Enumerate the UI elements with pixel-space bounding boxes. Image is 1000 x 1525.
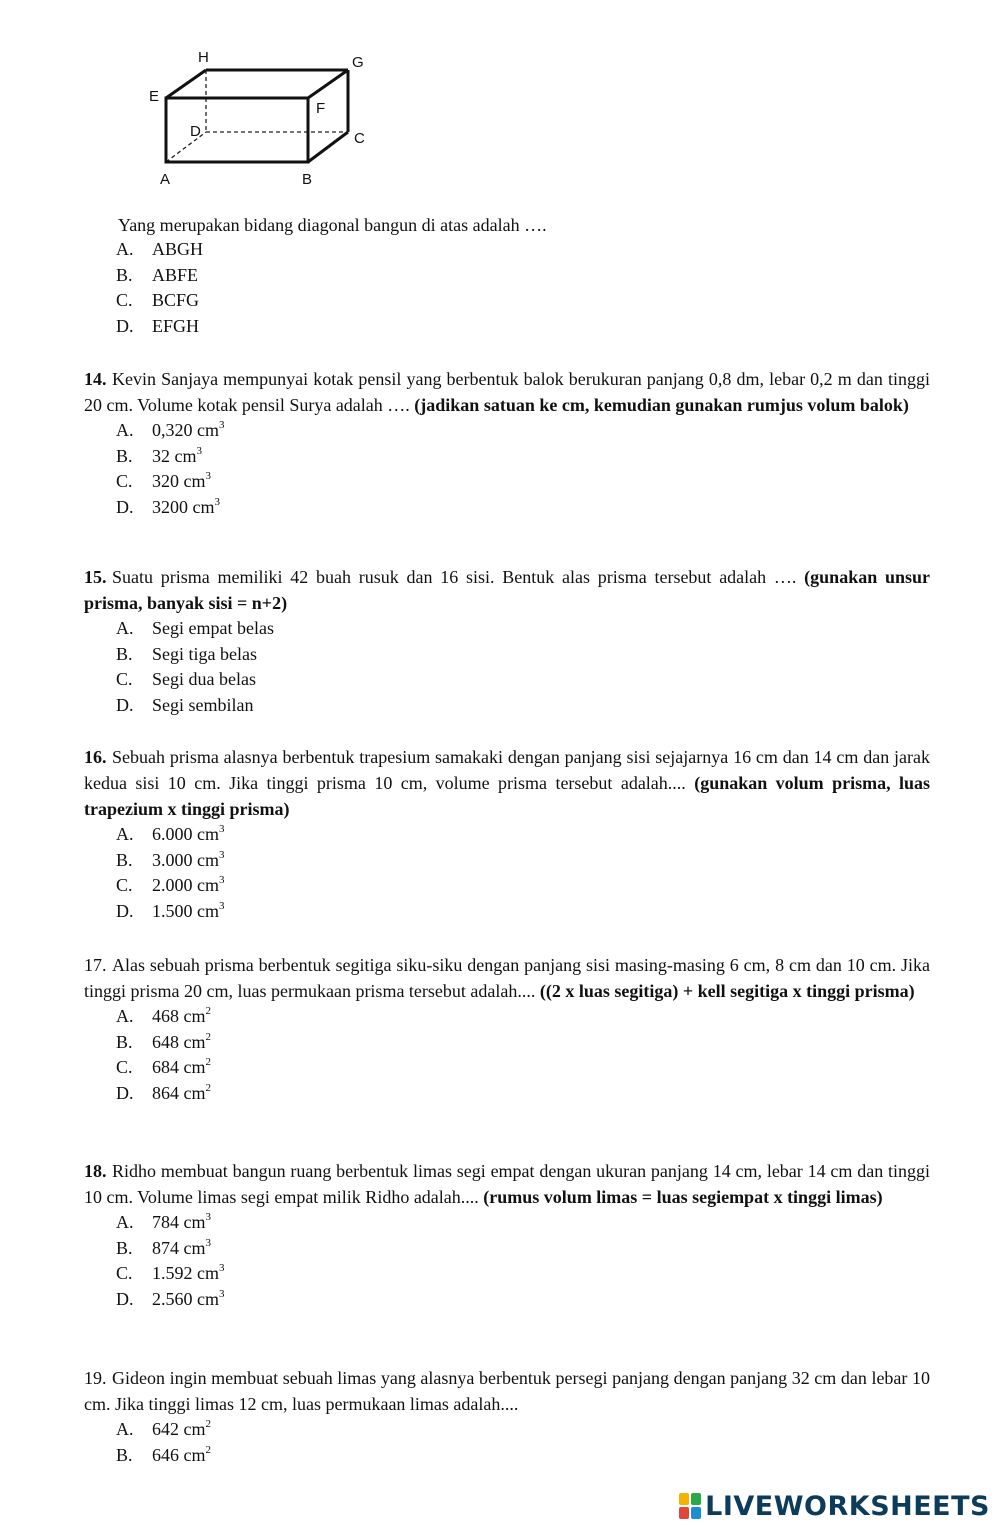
q19-stem — [84, 1365, 930, 1417]
q16-number: 16. — [84, 747, 107, 767]
logo-mark-icon — [679, 1493, 701, 1519]
question-14 — [84, 366, 930, 521]
liveworksheets-logo — [679, 1488, 990, 1524]
q13-prompt: Yang merupakan bidang diagonal bangun di atas adalah …. — [118, 215, 547, 235]
q15-number: 15. — [84, 567, 107, 587]
q19-option-a[interactable]: A. 642 $cm^2$ — [116, 1418, 211, 1439]
q17-hint: ((2 x luas segitiga) + kell segitiga x tinggi prisma) — [539, 981, 915, 1001]
q18-option-b[interactable]: B. 874 $cm^3$ — [116, 1236, 211, 1258]
q18-options — [84, 1210, 930, 1313]
q16-option-c[interactable]: C. 2.000 $cm^3$ — [116, 874, 225, 896]
q14-text: Kevin Sanjaya mempunyai kotak pensil yang berbentuk balok berukuran panjang 0,8 dm, lebar 0,2 m dan tinggi 20 cm. Volume kotak pensil Surya adalah …. — [84, 369, 930, 415]
question-18 — [84, 1158, 930, 1313]
q17-text: Alas sebuah prisma berbentuk segitiga siku-siku dengan panjang sisi masing-masing 6 cm, 8 cm dan 10 cm. Jika tinggi prisma 20 cm, luas permukaan prisma tersebut adalah.... — [84, 955, 930, 1001]
q17-number: 17. — [84, 955, 107, 975]
q18-option-c[interactable]: C. 1.592 $cm^3$ — [116, 1262, 225, 1284]
q18-option-d[interactable]: D. 2.560 $cm^3$ — [116, 1288, 225, 1310]
vertex-label-C: C — [354, 130, 365, 147]
q14-stem — [84, 366, 930, 418]
q15-hint: (gunakan unsur prisma, banyak sisi = n+2) — [84, 567, 930, 613]
q14-option-d[interactable]: D. 3200 $cm^3$ — [116, 496, 220, 518]
q17-option-c[interactable]: C. 684 $cm^2$ — [116, 1056, 211, 1078]
q16-options — [84, 822, 930, 925]
q16-stem — [84, 744, 930, 822]
q15-option-c[interactable]: C. Segi dua belas — [116, 669, 256, 690]
q14-option-b[interactable]: B. 32 $cm^3$ — [116, 444, 202, 466]
logo-square-3 — [679, 1507, 689, 1519]
q16-option-d[interactable]: D. 1.500 $cm^3$ — [116, 900, 225, 922]
q19-options — [84, 1417, 930, 1468]
q18-hint: (rumus volum limas = luas segiempat x tinggi limas) — [483, 1187, 883, 1207]
question-19 — [84, 1365, 930, 1468]
edge-EH — [166, 70, 206, 98]
q14-option-a[interactable]: A. 0,320 $cm^3$ — [116, 419, 225, 440]
q17-options — [84, 1004, 930, 1107]
q15-options — [84, 616, 930, 719]
q15-stem — [84, 564, 930, 616]
vertex-label-A: A — [160, 171, 171, 188]
vertex-label-D: D — [190, 123, 201, 140]
vertex-label-G: G — [352, 54, 364, 71]
q17-option-d[interactable]: D. 864 $cm^2$ — [116, 1082, 211, 1104]
q18-number: 18. — [84, 1161, 107, 1181]
q16-option-a[interactable]: A. 6.000 $cm^3$ — [116, 823, 225, 844]
vertex-label-E: E — [149, 88, 160, 105]
q19-text: Gideon ingin membuat sebuah limas yang alasnya berbentuk persegi panjang dengan panjang 32 cm dan lebar 10 cm. Jika tinggi limas 12 cm, luas permukaan limas adalah.... — [84, 1368, 930, 1414]
q18-stem — [84, 1158, 930, 1210]
vertex-label-F: F — [316, 100, 326, 117]
q19-option-b[interactable]: B. 646 $cm^2$ — [116, 1443, 211, 1465]
edge-BC — [308, 132, 348, 162]
logo-wordmark: LIVEWORKSHEETS — [705, 1490, 990, 1522]
q17-option-a[interactable]: A. 468 $cm^2$ — [116, 1005, 211, 1026]
q17-option-b[interactable]: B. 648 $cm^2$ — [116, 1030, 211, 1052]
q15-option-d[interactable]: D. Segi sembilan — [116, 695, 254, 716]
q13-option-d[interactable]: D. EFGH — [116, 316, 200, 337]
front-face-ABFE — [166, 98, 308, 162]
q13-option-c[interactable]: C. BCFG — [116, 290, 200, 311]
q14-option-c[interactable]: C. 320 $cm^3$ — [116, 470, 211, 492]
logo-square-2 — [691, 1493, 701, 1505]
q15-option-a[interactable]: A. Segi empat belas — [116, 618, 274, 638]
question-17 — [84, 952, 930, 1107]
logo-square-4 — [691, 1507, 701, 1519]
logo-square-1 — [679, 1493, 689, 1505]
q13-option-b[interactable]: B. ABFE — [116, 264, 199, 285]
question-15 — [84, 564, 930, 719]
q15-option-b[interactable]: B. Segi tiga belas — [116, 643, 257, 664]
edge-FG — [308, 70, 348, 98]
cuboid-figure — [140, 40, 380, 200]
q16-text: Sebuah prisma alasnya berbentuk trapesium samakaki dengan panjang sisi sejajarnya 16 cm dan 14 cm dan jarak kedua sisi 10 cm. Jika tinggi prisma 10 cm, volume prisma tersebut adalah.... — [84, 747, 930, 793]
q13-options — [116, 237, 203, 340]
vertex-label-H: H — [198, 49, 209, 66]
q17-stem — [84, 952, 930, 1004]
question-16 — [84, 744, 930, 925]
vertex-label-B: B — [302, 171, 313, 188]
q14-number: 14. — [84, 369, 107, 389]
q15-text: Suatu prisma memiliki 42 buah rusuk dan 16 sisi. Bentuk alas prisma tersebut adalah …. — [112, 567, 805, 587]
q16-hint: (gunakan volum prisma, luas trapezium x tinggi prisma) — [84, 773, 931, 819]
q19-number: 19. — [84, 1368, 107, 1388]
q13-option-a[interactable]: A. ABGH — [116, 239, 204, 259]
q16-option-b[interactable]: B. 3.000 $cm^3$ — [116, 848, 225, 870]
q14-hint: (jadikan satuan ke cm, kemudian gunakan rumjus volum balok) — [414, 395, 909, 415]
q18-text: Ridho membuat bangun ruang berbentuk limas segi empat dengan ukuran panjang 14 cm, lebar 14 cm dan tinggi 10 cm. Volume limas segi empat milik Ridho adalah.... — [84, 1161, 930, 1207]
cuboid-diagram — [140, 40, 380, 200]
q18-option-a[interactable]: A. 784 $cm^3$ — [116, 1211, 211, 1232]
q14-options — [84, 418, 930, 521]
